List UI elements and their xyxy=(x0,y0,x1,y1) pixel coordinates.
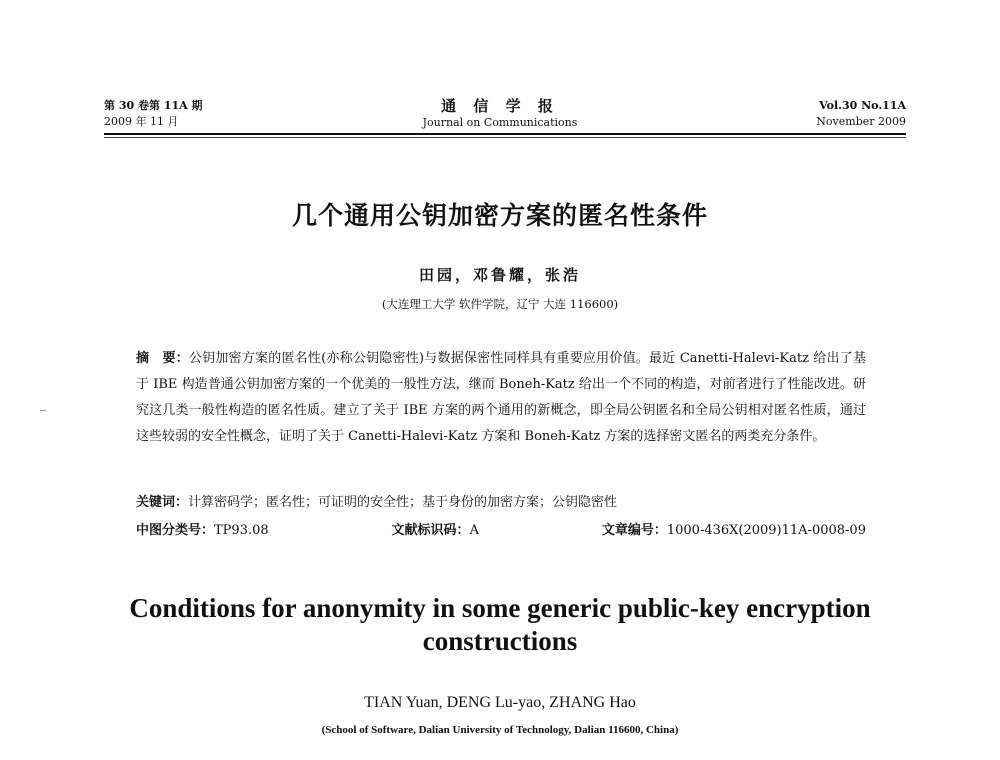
journal-masthead xyxy=(400,96,600,130)
abstract-label: 摘 要： xyxy=(136,351,189,366)
article-no-label: 文章编号： xyxy=(601,523,667,538)
volume-issue-cn: 第 30 卷第 11A 期 xyxy=(104,99,203,112)
authors-en: TIAN Yuan, DENG Lu-yao, ZHANG Hao xyxy=(364,694,636,711)
doc-code-value: A xyxy=(469,523,479,538)
journal-title-cn: 通 信 学 报 xyxy=(441,97,559,115)
classification-row xyxy=(136,521,866,541)
keywords-cn xyxy=(136,493,866,513)
affiliation-en: (School of Software, Dalian University of Technology, Dalian 116600, China) xyxy=(321,724,679,736)
article-no-value: 1000-436X(2009)11A-0008-09 xyxy=(666,523,866,538)
journal-title-en: Journal on Communications xyxy=(422,116,578,129)
keywords-label: 关键词： xyxy=(136,495,189,510)
clc-value: TP93.08 xyxy=(214,523,269,538)
header-rule-thin xyxy=(104,137,906,138)
volume-issue-en: Vol.30 No.11A xyxy=(819,99,906,112)
abstract-cn xyxy=(136,346,866,450)
issue-info xyxy=(104,98,202,130)
margin-mark xyxy=(40,410,46,411)
paper-title-en: Conditions for anonymity in some generic public-key encryption constructions xyxy=(129,593,871,656)
authors-cn: 田园，邓鲁耀，张浩 xyxy=(418,266,581,284)
date-en: November 2009 xyxy=(816,115,906,128)
header-rule xyxy=(104,133,906,135)
article-number xyxy=(602,521,866,541)
issue-info-en xyxy=(760,98,906,130)
abstract-text: 公钥加密方案的匿名性(亦称公钥隐密性)与数据保密性同样具有重要应用价值。最近 Canetti-Halevi-Katz 给出了基于 IBE 构造普通公钥加密方案的一个优美的一般性方法，继而 Boneh-Katz 给出一个不同的构造，对前者进行了性能改进。研究这几类一般性构造的匿名性质。建立了关于 IBE 方案的两个通用的新概念，即全局公钥匿名和全局公钥相对匿名性质，通过这些较弱的安全性概念，证明了关于 Canetti-Halevi-Katz 方案和 Boneh-Katz 方案的选择密文匿名的两类充分条件。 xyxy=(136,351,866,444)
clc-number xyxy=(136,521,269,541)
affiliation-cn: (大连理工大学 软件学院，辽宁 大连 116600) xyxy=(381,297,619,311)
doc-code-label: 文献标识码： xyxy=(391,523,470,538)
clc-label: 中图分类号： xyxy=(136,523,215,538)
document-code xyxy=(392,521,479,541)
paper-title-cn: 几个通用公钥加密方案的匿名性条件 xyxy=(291,201,708,230)
date-cn: 2009 年 11 月 xyxy=(104,115,179,128)
keywords-text: 计算密码学；匿名性；可证明的安全性；基于身份的加密方案；公钥隐密性 xyxy=(188,495,618,510)
